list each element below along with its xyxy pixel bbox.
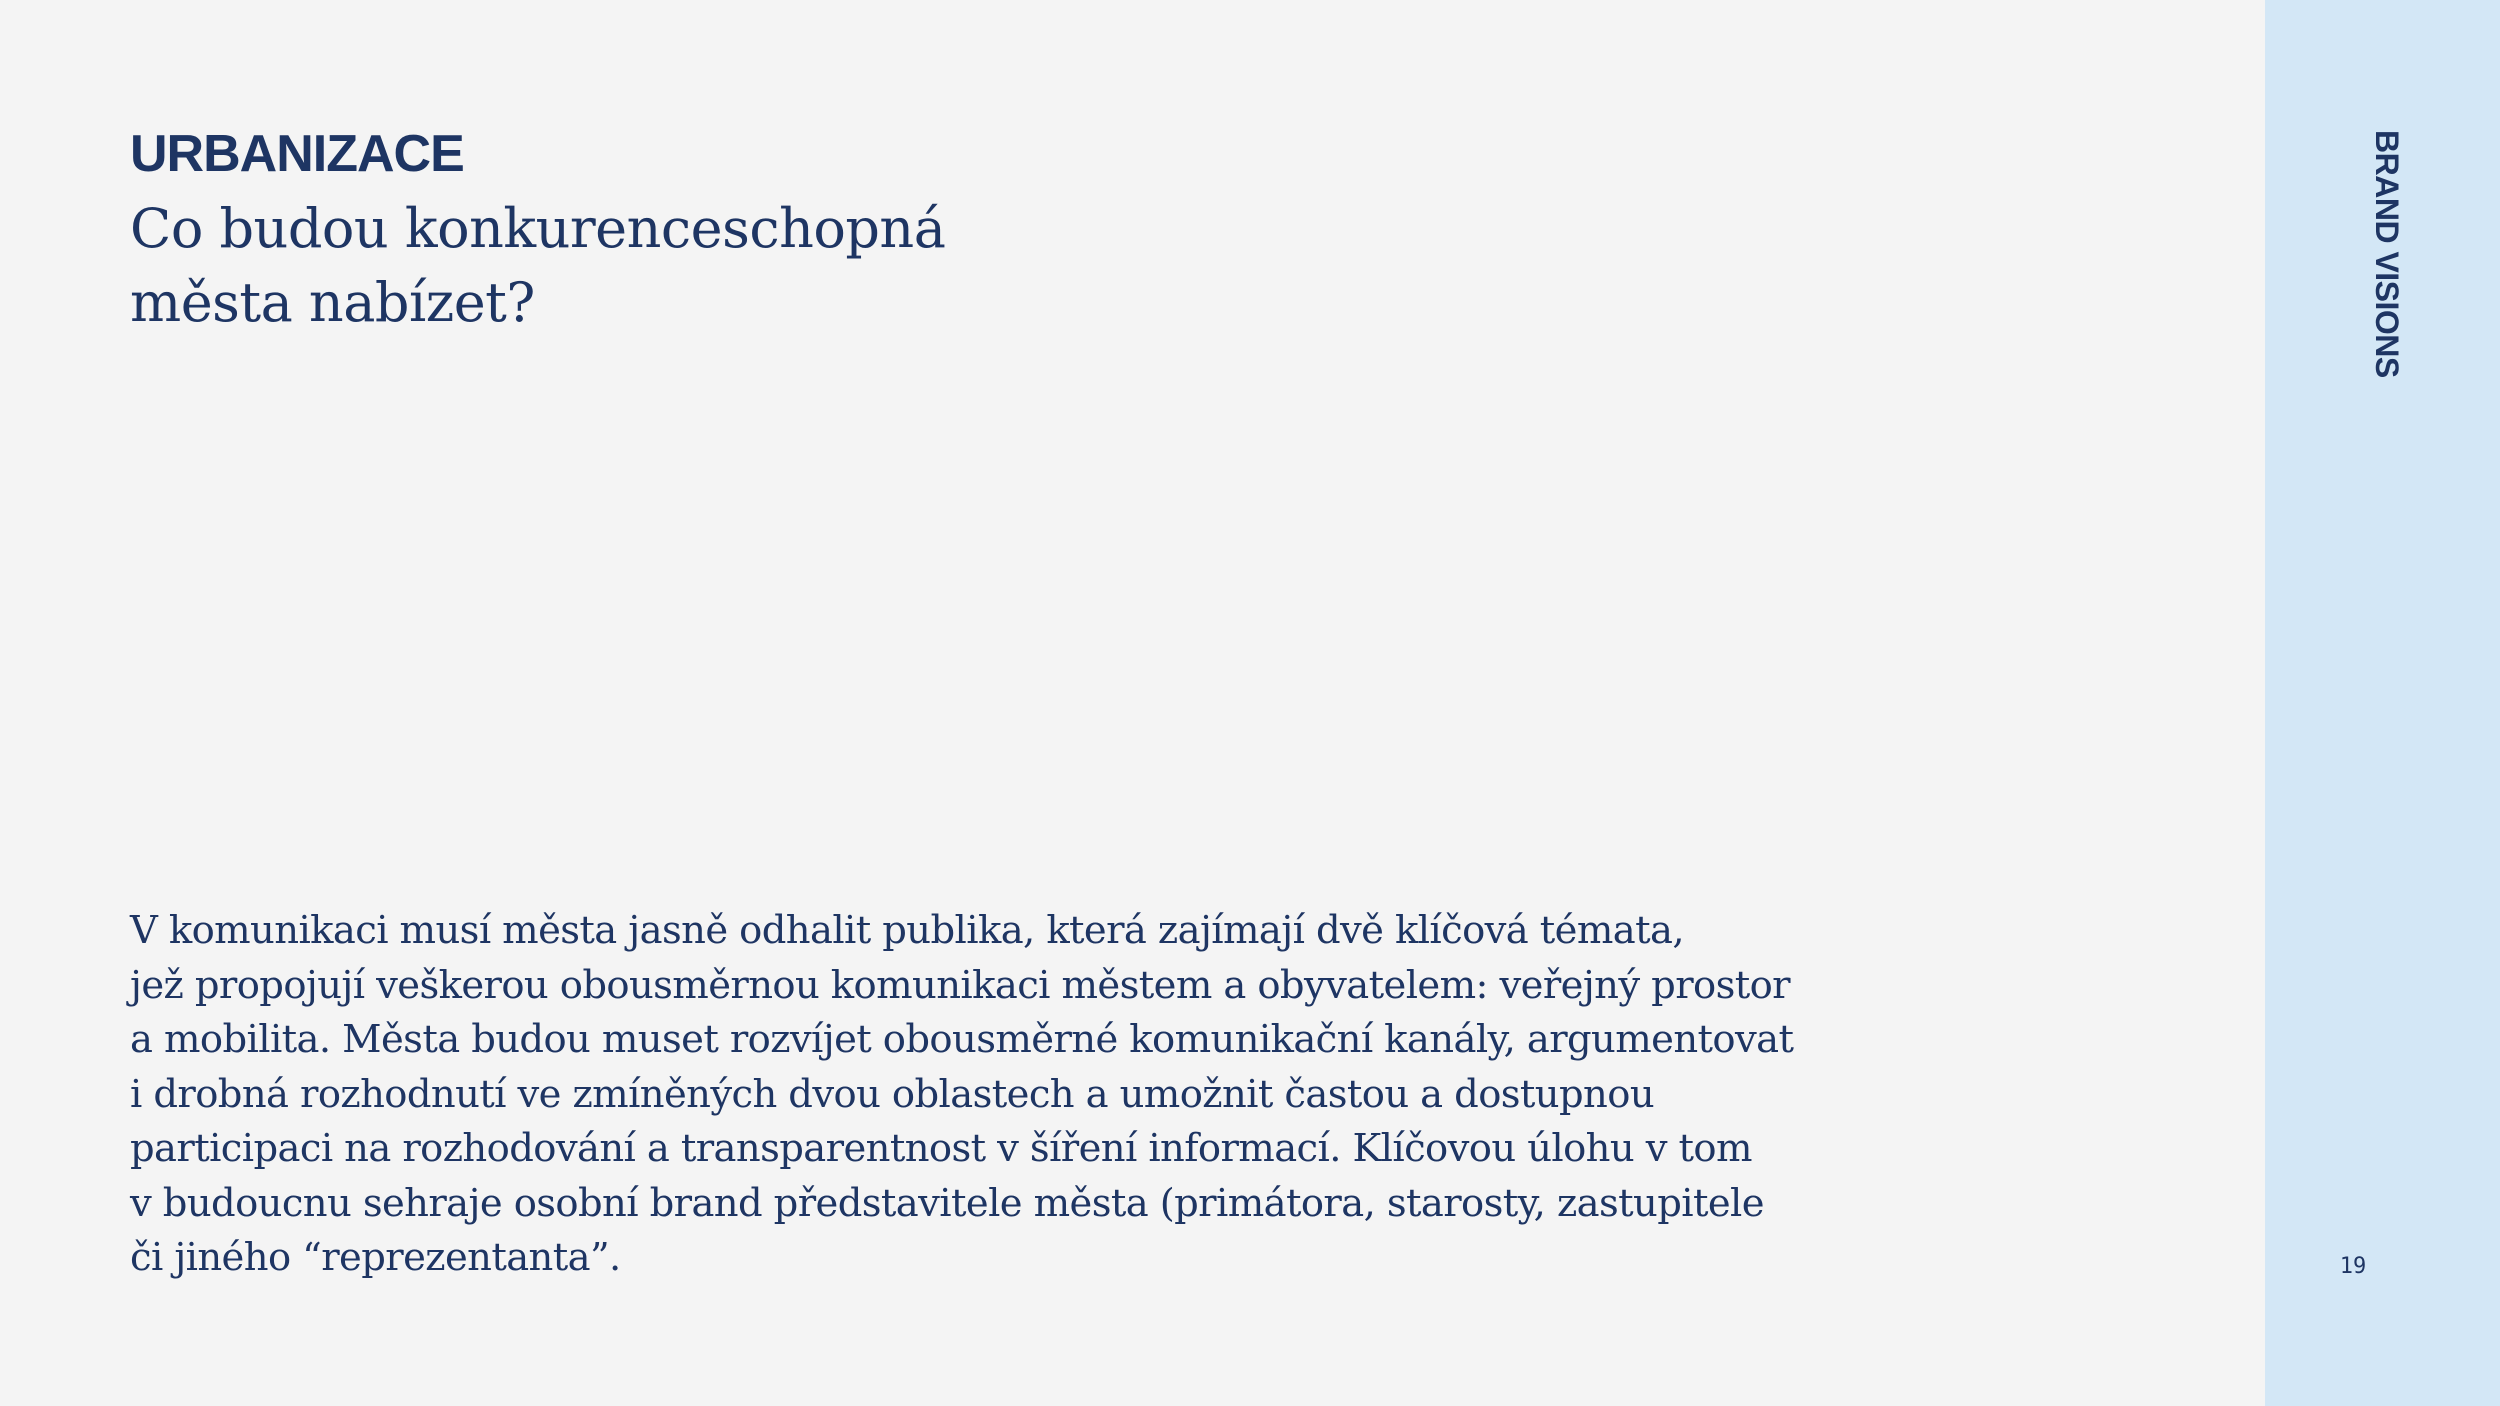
page-headline	[130, 192, 945, 340]
headline-line: města nabízet?	[130, 271, 535, 334]
body-paragraph	[130, 904, 1890, 1286]
headline-line: Co budou konkurenceschopná	[130, 197, 946, 260]
body-line: i drobná rozhodnutí ve zmíněných dvou oblastech a umožnit častou a dostupnou	[130, 1071, 1655, 1117]
body-line: a mobilita. Města budou muset rozvíjet obousměrné komunikační kanály, argumentovat	[130, 1017, 1794, 1062]
body-line: jež propojují veškerou obousměrnou komunikaci městem a obyvatelem: veřejný prostor	[130, 962, 1790, 1008]
page-number: 19	[2339, 1254, 2367, 1279]
body-line: či jiného “reprezentanta”.	[130, 1235, 621, 1280]
body-line: participaci na rozhodování a transparentnost v šíření informací. Klíčovou úlohu v tom	[130, 1126, 1752, 1171]
body-line: V komunikaci musí města jasně odhalit publika, která zajímají dvě klíčová témata,	[130, 908, 1684, 953]
section-kicker: URBANIZACE	[130, 125, 464, 183]
body-line: v budoucnu sehraje osobní brand představitele města (primátora, starosty, zastupitele	[130, 1180, 1764, 1226]
sidebar-title: BRAND VISIONS	[2369, 130, 2405, 378]
